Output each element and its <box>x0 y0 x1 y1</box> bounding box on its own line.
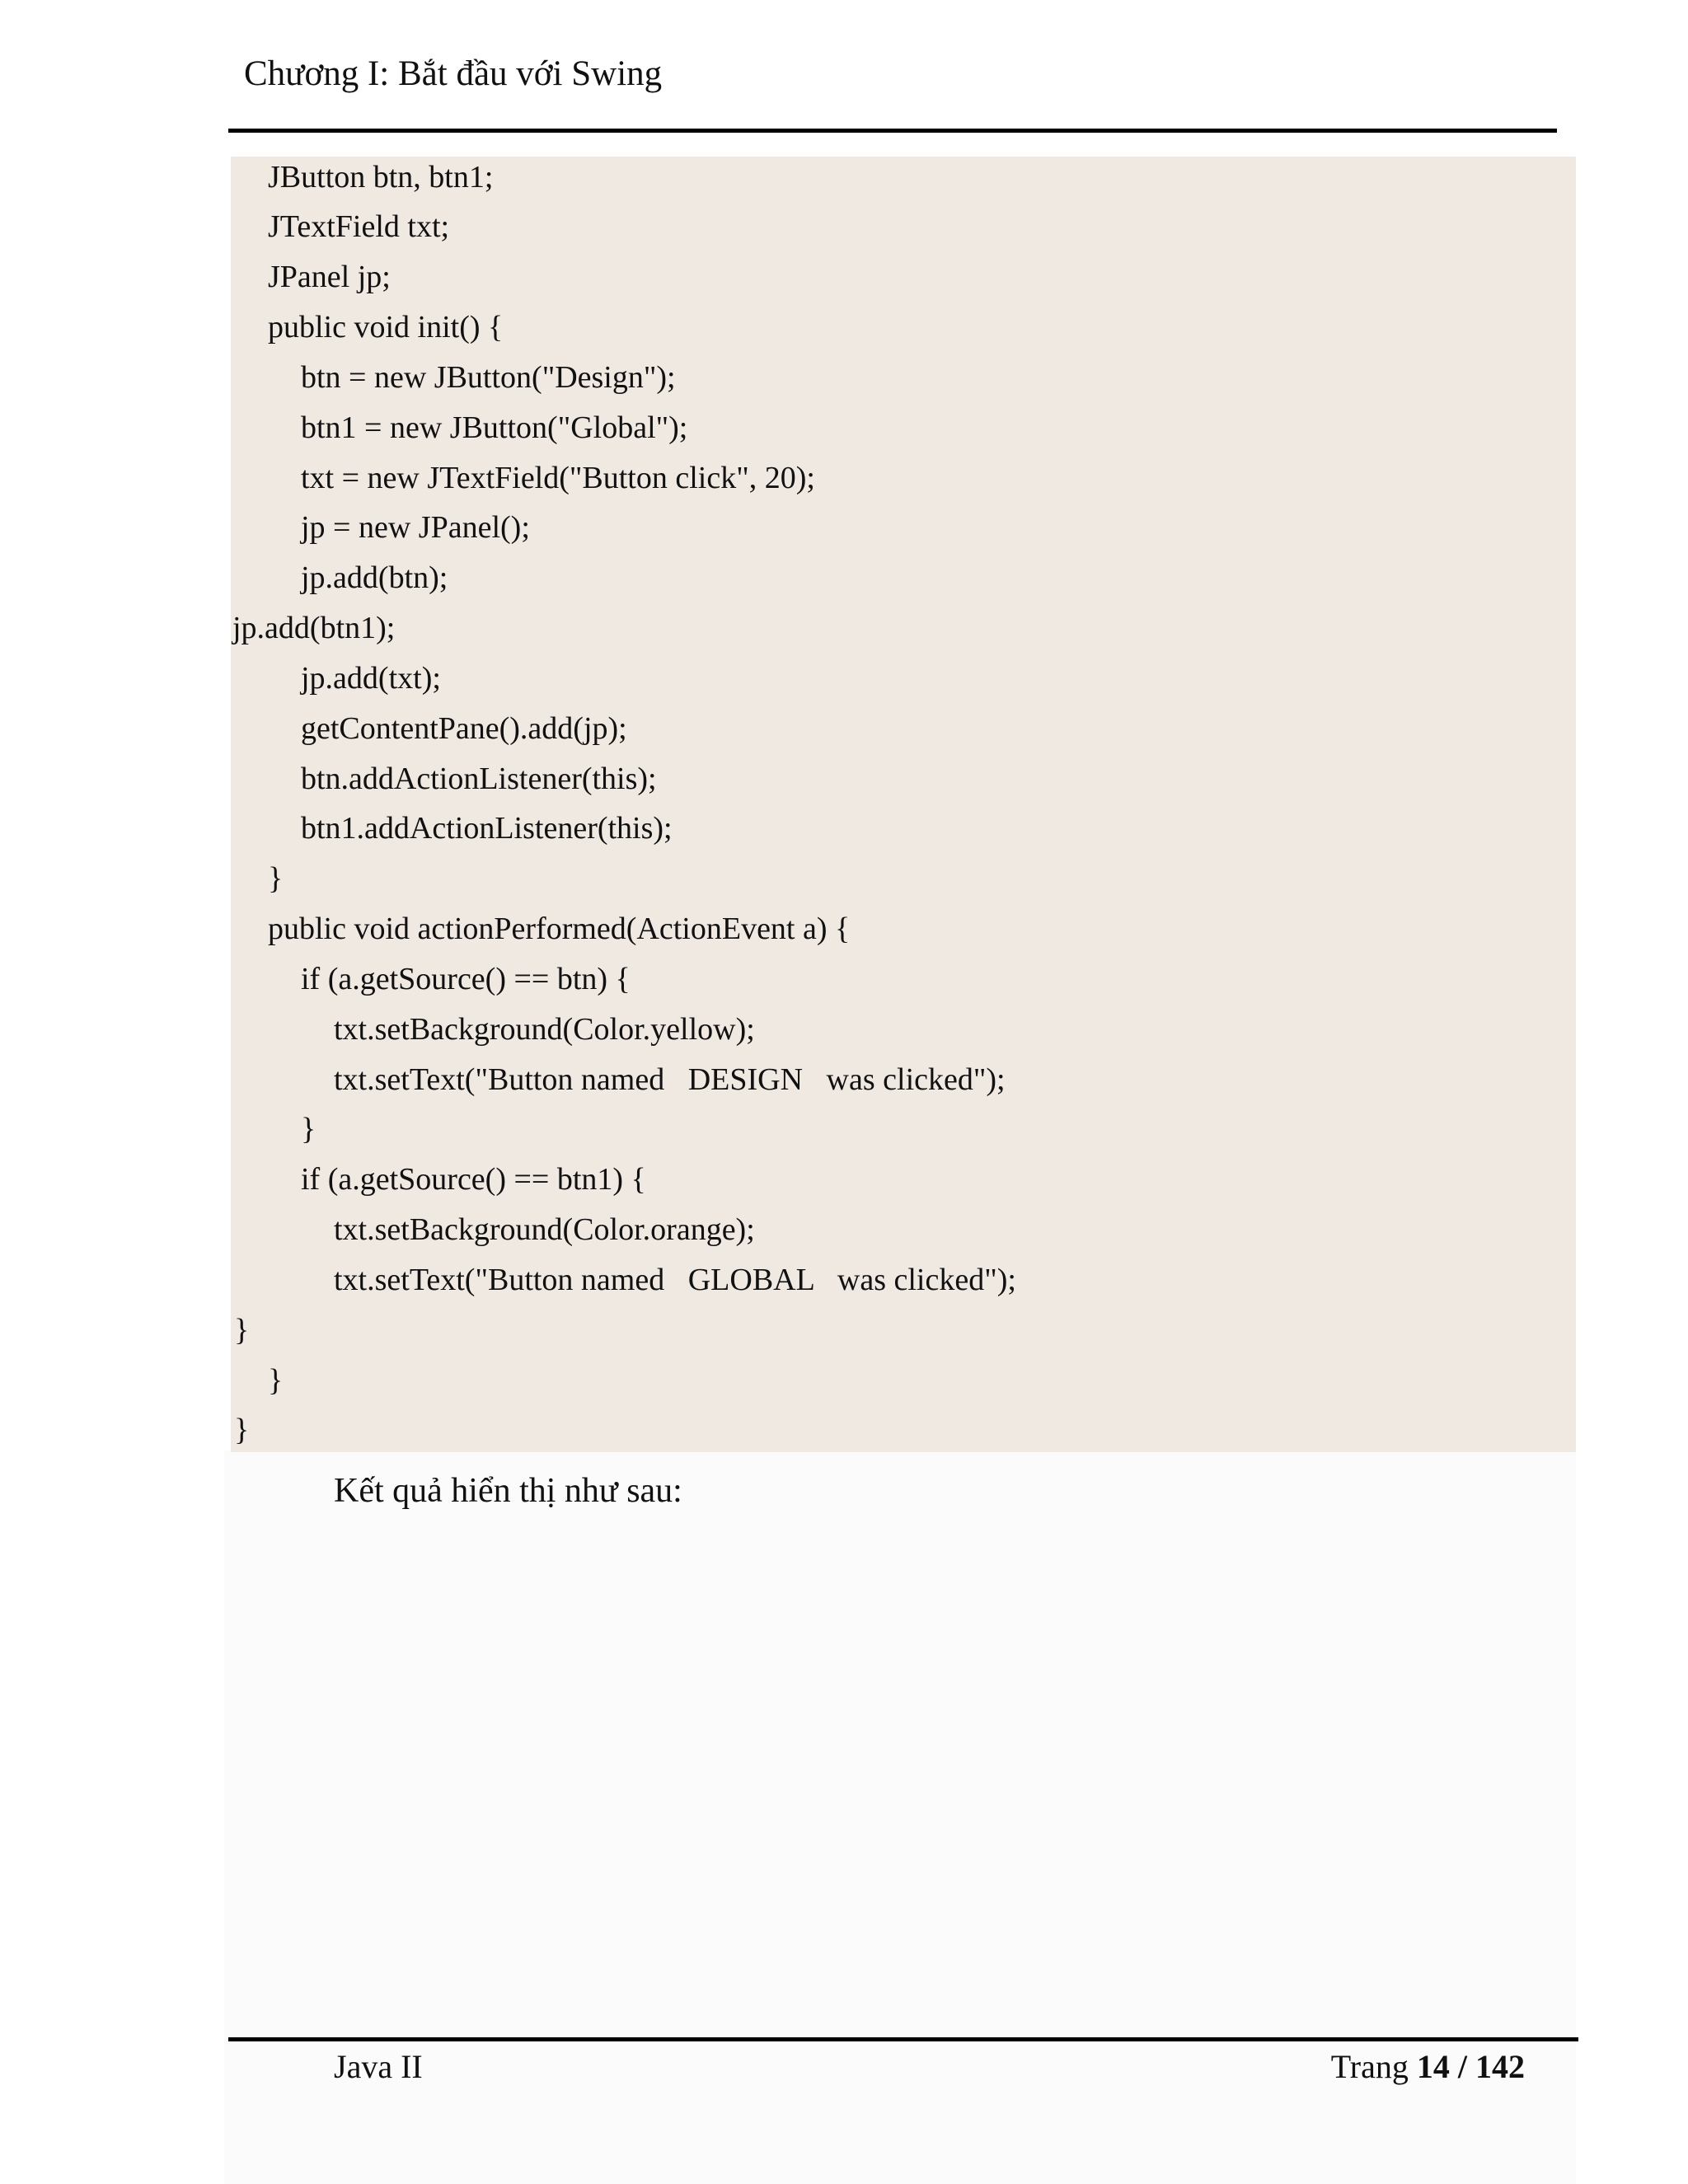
code-line: } <box>268 861 284 896</box>
code-line: btn1 = new JButton("Global"); <box>301 410 688 445</box>
code-line: public void actionPerformed(ActionEvent a) { <box>268 912 851 946</box>
header-divider <box>228 129 1557 133</box>
page-total: 142 <box>1475 2048 1525 2085</box>
code-line: } <box>234 1413 250 1447</box>
code-line: jp.add(btn); <box>301 560 448 595</box>
code-line: txt.setText("Button named GLOBAL was clicked"); <box>334 1263 1016 1297</box>
code-line: txt.setText("Button named DESIGN was clicked"); <box>334 1062 1006 1097</box>
code-line: txt.setBackground(Color.yellow); <box>334 1012 755 1047</box>
code-line: btn.addActionListener(this); <box>301 762 657 796</box>
footer-page-number <box>1331 2042 1525 2092</box>
code-line: if (a.getSource() == btn1) { <box>301 1162 646 1197</box>
code-line: getContentPane().add(jp); <box>301 711 627 746</box>
code-line: txt.setBackground(Color.orange); <box>334 1212 755 1247</box>
code-line: btn = new JButton("Design"); <box>301 360 676 395</box>
code-line: } <box>268 1363 284 1398</box>
code-line: public void init() { <box>268 310 504 344</box>
code-line: txt = new JTextField("Button click", 20); <box>301 461 815 495</box>
page-current: 14 <box>1416 2048 1450 2085</box>
footer-course-name: Java II <box>334 2048 423 2085</box>
page-label: Trang <box>1330 2048 1417 2085</box>
code-line: } <box>301 1112 316 1146</box>
code-line: jp.add(txt); <box>301 661 441 696</box>
code-line: } <box>234 1313 250 1347</box>
result-caption: Kết quả hiển thị như sau: <box>334 1472 682 1510</box>
code-line: JTextField txt; <box>268 209 450 244</box>
code-line: JPanel jp; <box>268 260 391 294</box>
footer-divider <box>228 2037 1578 2041</box>
code-line: btn1.addActionListener(this); <box>301 811 673 846</box>
code-line: jp.add(btn1); <box>232 611 396 645</box>
chapter-title: Chương I: Bắt đầu với Swing <box>244 54 663 93</box>
code-block <box>231 157 1576 1452</box>
code-line: JButton btn, btn1; <box>268 160 494 194</box>
code-line: if (a.getSource() == btn) { <box>301 962 631 996</box>
page-separator: / <box>1449 2048 1475 2085</box>
code-line: jp = new JPanel(); <box>301 510 530 545</box>
